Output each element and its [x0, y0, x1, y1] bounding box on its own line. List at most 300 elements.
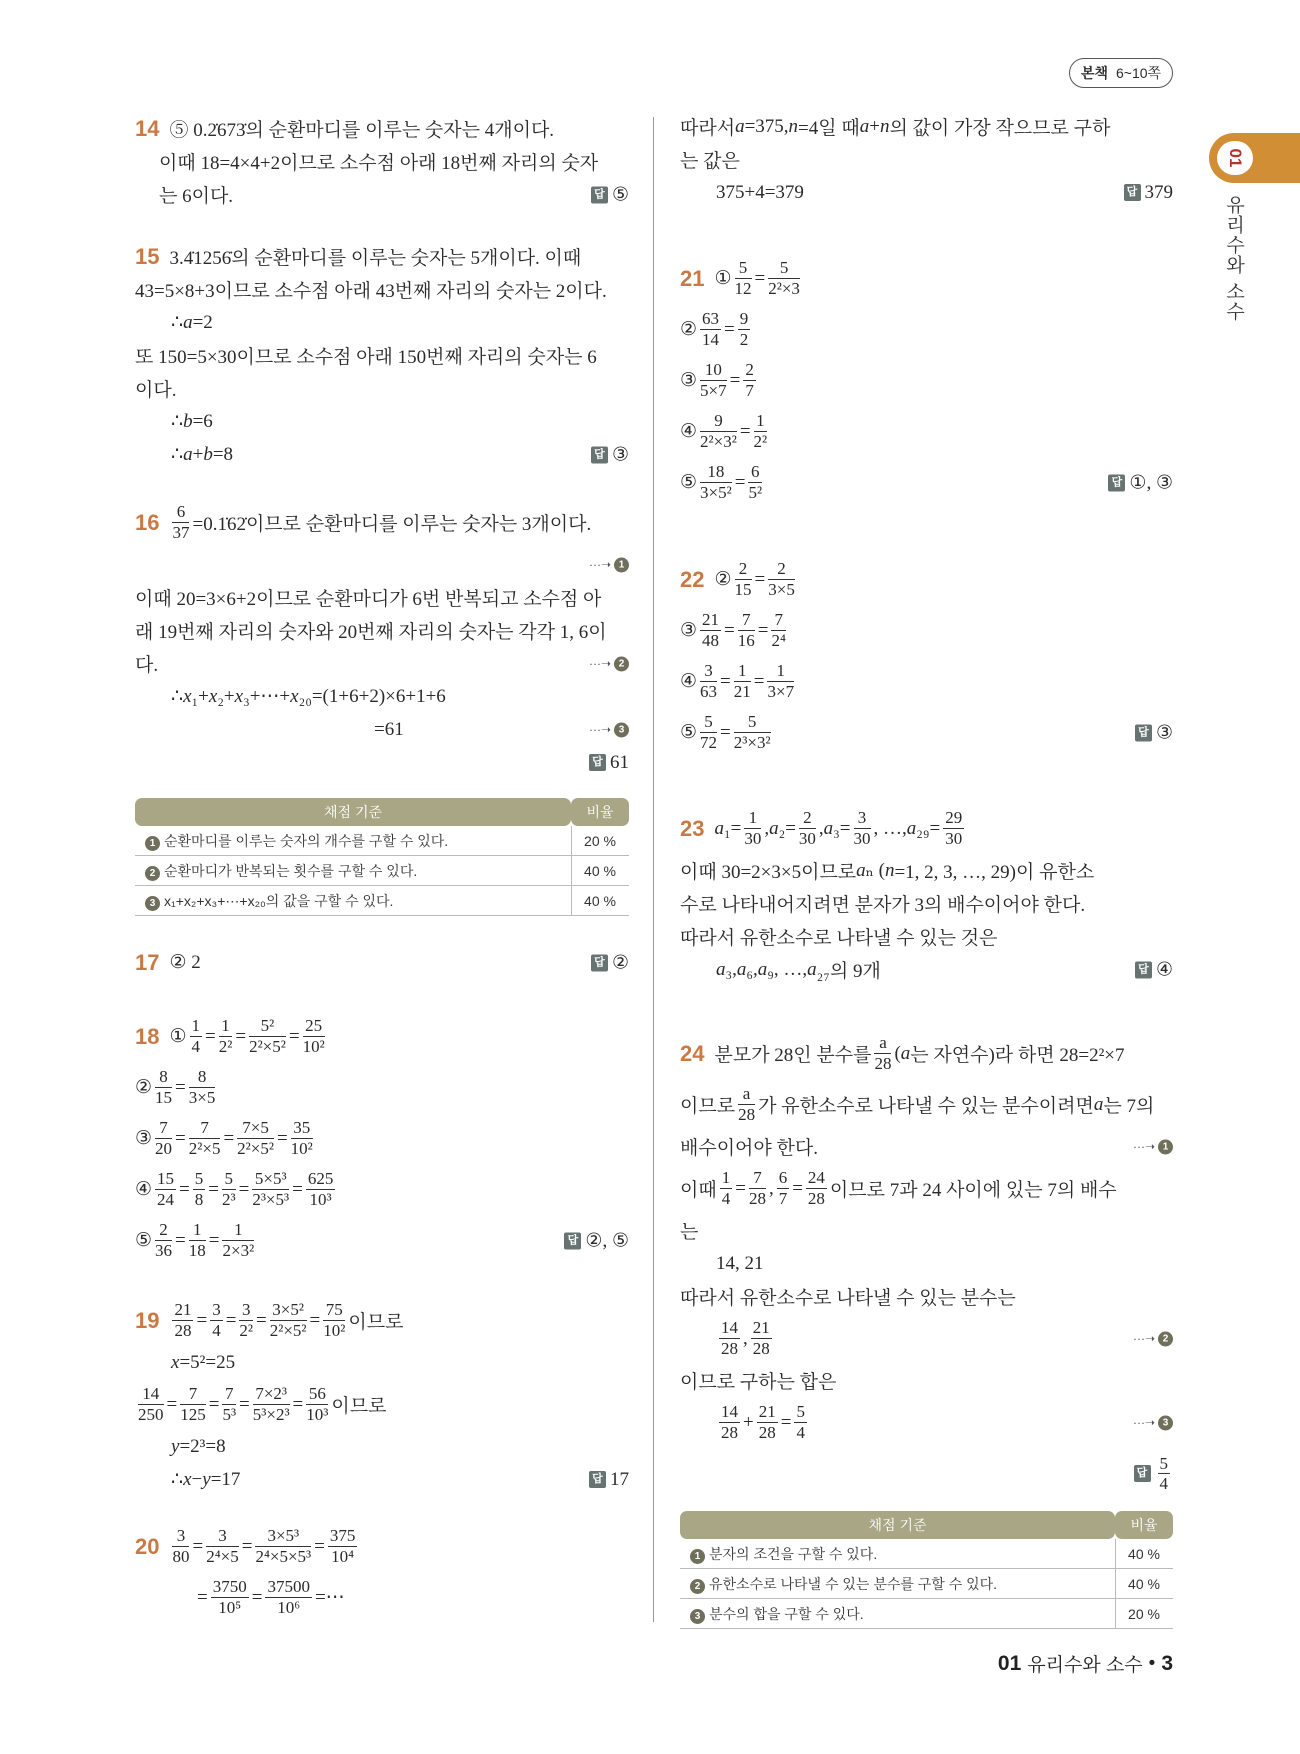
math-text: = — [175, 1229, 186, 1251]
math-text: ①, ③ — [1129, 472, 1173, 493]
math-text: = — [208, 1178, 219, 1200]
variable: n — [788, 115, 799, 137]
variable: b — [203, 443, 213, 465]
solution-line — [135, 581, 629, 614]
math-text: =8 — [212, 443, 234, 465]
variable: x — [234, 685, 244, 707]
math-text: ₆, — [746, 958, 758, 980]
math-text: ₃, — [725, 958, 737, 980]
numerator: 7 — [749, 1168, 766, 1189]
math-text: ② — [714, 569, 732, 590]
badge-label: 본책 — [1080, 65, 1108, 81]
solution-line — [135, 614, 629, 647]
denominator: 10² — [323, 1321, 346, 1340]
denominator: 30 — [744, 829, 762, 848]
criteria-header: 채점 기준 — [135, 798, 571, 826]
answer — [589, 1469, 629, 1491]
solution-line — [680, 1397, 1173, 1448]
step-marker — [1133, 1139, 1173, 1154]
fraction — [748, 462, 762, 502]
math-text: =5²=25 — [179, 1351, 236, 1373]
answer — [591, 443, 629, 466]
numerator: 3×5³ — [255, 1526, 311, 1547]
numerator: 37500 — [267, 1577, 310, 1597]
fraction — [252, 1169, 289, 1209]
math-text: 이때 18=4×4+2이므로 소수점 아래 18번째 자리의 숫자 — [159, 153, 599, 174]
variable: a — [906, 817, 917, 839]
denominator: 4 — [796, 1423, 805, 1442]
numerator: 375 — [329, 1526, 356, 1546]
math-text: , — [768, 1177, 774, 1199]
solution-line — [680, 176, 1173, 209]
math-text: = — [288, 1025, 300, 1047]
numerator: 7 — [738, 610, 755, 631]
math-text: 이때 — [680, 1180, 717, 1201]
problem-number: 19 — [135, 1307, 160, 1333]
problem-17 — [135, 946, 629, 979]
denominator: 2⁴ — [771, 631, 786, 650]
math-text: ④ — [680, 421, 698, 442]
math-text: 가 유한소수로 나타낼 수 있는 분수이려면 — [758, 1096, 1094, 1117]
math-text: ⑤ — [680, 472, 698, 493]
numerator: 14 — [721, 1318, 738, 1338]
numerator: 7 — [155, 1118, 172, 1139]
solution-line — [680, 1028, 1173, 1079]
numerator: 7×2³ — [253, 1384, 290, 1405]
numerator: 2 — [768, 559, 795, 580]
numerator: 5² — [249, 1016, 286, 1037]
denominator: 14 — [702, 330, 720, 349]
criteria-text-cell — [135, 856, 571, 886]
criteria-text: x₁+x₂+x₃+⋯+x₂₀의 값을 구할 수 있다. — [164, 892, 394, 909]
solution-line — [135, 306, 629, 339]
denominator: 28 — [752, 1339, 770, 1358]
math-text: + — [869, 115, 880, 137]
numerator: 24 — [807, 1168, 825, 1188]
math-text: ₂= — [778, 817, 796, 839]
numerator: 1 — [767, 661, 794, 682]
variable: a — [714, 817, 724, 839]
solution-line — [135, 1164, 629, 1215]
numerator: 35 — [291, 1118, 313, 1139]
fraction — [222, 1384, 236, 1424]
math-text: = — [739, 420, 751, 442]
problem-20-continued — [680, 110, 1173, 209]
math-text: ③ — [680, 370, 698, 391]
math-text: 375+4=379 — [716, 181, 804, 203]
fraction — [253, 1384, 290, 1424]
denominator: 15 — [734, 580, 752, 599]
solution-line — [680, 110, 1173, 143]
math-text: ② — [611, 952, 629, 973]
fraction — [255, 1526, 311, 1566]
fraction — [719, 1318, 740, 1358]
variable: a — [183, 443, 193, 465]
solution-line — [135, 112, 629, 145]
criteria-text: 분자의 조건을 구할 수 있다. — [709, 1545, 878, 1562]
solution-line — [135, 438, 629, 471]
step-marker — [1133, 1415, 1173, 1430]
math-text: =0.1̇62̇이므로 순환마디를 이루는 숫자는 3개이다. — [192, 514, 592, 535]
fraction — [806, 1168, 827, 1208]
numerator: 14 — [721, 1402, 738, 1422]
fraction — [700, 309, 721, 349]
math-text: 분모가 28인 분수를 — [714, 1045, 872, 1066]
answer-icon: 답 — [1135, 961, 1152, 978]
denominator: 7 — [778, 1189, 788, 1208]
fraction — [744, 808, 761, 848]
math-text: = — [724, 619, 735, 641]
math-text: =375, — [744, 115, 789, 137]
step-marker — [589, 656, 629, 671]
math-text: ④ — [135, 1179, 153, 1200]
solution-line — [680, 854, 1173, 887]
math-text: ⑤ 0.2̇673̇의 순환마디를 이루는 숫자는 4개이다. — [169, 120, 555, 141]
numerator: 7 — [222, 1384, 236, 1405]
solution-line — [680, 1163, 1173, 1214]
variable: a — [856, 859, 866, 881]
numerator: 5 — [796, 1402, 805, 1422]
math-text: 이때 20=3×6+2이므로 순환마디가 6번 반복되고 소수점 아 — [135, 589, 602, 610]
answer — [1134, 1453, 1174, 1493]
denominator: 12 — [734, 279, 752, 298]
solution-line — [135, 497, 629, 548]
problem-18 — [135, 1011, 629, 1266]
math-text: ① — [714, 268, 732, 289]
solution-line — [680, 920, 1173, 953]
variable: a — [807, 958, 817, 980]
arrow-icon: ···➝ — [588, 656, 611, 671]
criteria-ratio: 40 % — [571, 856, 629, 886]
math-text: =2 — [192, 311, 213, 333]
math-text: 래 19번째 자리의 숫자와 20번째 자리의 숫자는 각각 1, 6이 — [135, 622, 607, 643]
variable: a — [769, 817, 779, 839]
step-number-icon: 1 — [690, 1549, 705, 1564]
math-text: = — [208, 1229, 220, 1251]
numerator: 5×5³ — [252, 1169, 289, 1190]
answer-icon: 답 — [591, 446, 608, 463]
numerator: 10 — [700, 360, 727, 381]
numerator: 63 — [702, 309, 720, 329]
math-text: 는 자연수)라 하면 28=2²×7 — [910, 1045, 1125, 1066]
variable: a — [183, 311, 193, 333]
numerator: 1 — [734, 661, 751, 682]
math-text: , — [764, 817, 770, 839]
fraction — [700, 712, 717, 752]
denominator: 30 — [945, 829, 963, 848]
math-text: ⑤ — [611, 184, 629, 205]
answer-icon: 답 — [1134, 1465, 1151, 1482]
fraction — [874, 1033, 891, 1073]
variable: x — [290, 685, 299, 707]
scoring-criteria-table-24 — [680, 1511, 1173, 1629]
numerator: 7 — [189, 1118, 221, 1139]
fraction — [735, 559, 752, 599]
problem-19 — [135, 1295, 629, 1496]
answer-icon: 답 — [591, 186, 608, 203]
answer-icon: 답 — [1124, 184, 1141, 201]
denominator: 3×5 — [188, 1088, 216, 1107]
step-marker — [589, 722, 629, 737]
math-text: = — [720, 670, 731, 692]
denominator: 2×3² — [222, 1241, 255, 1260]
step-number-icon: 3 — [1158, 1415, 1173, 1430]
step-marker — [589, 557, 629, 572]
math-text: 17 — [610, 1468, 629, 1490]
solution-line — [135, 240, 629, 273]
solution-line — [680, 707, 1173, 758]
solution-line — [680, 1214, 1173, 1247]
fraction — [719, 1402, 740, 1442]
math-text: = — [754, 267, 766, 289]
numerator: 6 — [778, 1168, 788, 1188]
solution-line — [680, 355, 1173, 406]
solution-line — [680, 605, 1173, 656]
numerator: 6 — [748, 462, 762, 483]
math-text: =4일 때 — [798, 118, 860, 139]
denominator: 28 — [807, 1189, 825, 1208]
problem-14 — [135, 112, 629, 211]
fraction — [768, 258, 800, 298]
denominator: 2²×5² — [249, 1037, 286, 1056]
ratio-header: 비율 — [571, 798, 629, 826]
fraction — [328, 1526, 358, 1566]
problem-number: 14 — [135, 115, 160, 141]
criteria-text-cell — [680, 1569, 1115, 1599]
fraction — [189, 1067, 216, 1107]
problem-20 — [135, 1521, 629, 1623]
step-number-icon: 1 — [614, 557, 629, 572]
math-text: = — [197, 1586, 208, 1608]
math-text: = — [235, 1025, 247, 1047]
chapter-tab[interactable] — [1209, 133, 1300, 183]
solution-line — [680, 1079, 1173, 1130]
math-text: ① — [169, 1026, 187, 1047]
denominator: 15 — [155, 1088, 173, 1107]
math-text: 는 값은 — [680, 151, 740, 172]
problem-number: 24 — [680, 1040, 705, 1066]
scoring-criteria-table-16 — [135, 798, 629, 916]
denominator: 4 — [721, 1189, 731, 1208]
math-text: ₂₇의 9개 — [816, 961, 881, 982]
numerator: 1 — [222, 1220, 254, 1241]
math-text: ∴ — [171, 686, 184, 707]
solution-line — [135, 178, 629, 211]
variable: a — [859, 115, 870, 137]
fraction — [222, 1220, 254, 1260]
fraction — [700, 462, 732, 502]
denominator: 3×5 — [768, 580, 795, 599]
variable: x — [171, 1351, 180, 1373]
fraction — [210, 1300, 223, 1340]
math-text: + — [192, 443, 204, 465]
step-marker — [589, 722, 629, 737]
denominator: 10⁴ — [331, 1547, 355, 1566]
denominator: 28 — [721, 1339, 738, 1358]
math-text: 이므로 — [680, 1096, 736, 1117]
solution-line — [680, 1130, 1173, 1163]
fraction — [738, 1084, 755, 1124]
math-text: ③ — [611, 444, 629, 465]
fraction — [735, 258, 752, 298]
answer-icon: 답 — [564, 1232, 581, 1249]
criteria-ratio: 40 % — [1115, 1569, 1173, 1599]
fraction — [306, 1384, 328, 1424]
math-text: 는 7의 — [1103, 1096, 1155, 1117]
fraction — [190, 1016, 203, 1056]
solution-line — [135, 372, 629, 405]
numerator: 18 — [700, 462, 732, 483]
math-text: = — [256, 1309, 267, 1331]
footer-chapter-number: 01 — [997, 1651, 1022, 1675]
denominator: 21 — [733, 682, 751, 701]
math-text: , …, — [873, 817, 907, 839]
math-text: 3.4̇1256̇의 순환마디를 이루는 숫자는 5개이다. 이때 — [169, 248, 582, 269]
answer — [1135, 958, 1173, 981]
denominator: 10³ — [306, 1405, 329, 1424]
problem-22 — [680, 554, 1173, 758]
problem-number: 21 — [680, 265, 705, 291]
numerator: 1 — [744, 808, 761, 829]
math-text: = — [208, 1393, 220, 1415]
fraction — [854, 808, 871, 848]
math-text: 이므로 — [348, 1312, 404, 1333]
numerator: 29 — [945, 808, 963, 828]
math-text: 또 150=5×30이므로 소수점 아래 150번째 자리의 숫자는 6 — [135, 347, 597, 368]
fraction — [189, 1118, 221, 1158]
numerator: 9 — [739, 309, 749, 329]
solution-line — [135, 1379, 629, 1430]
arrow-icon: ···➝ — [588, 722, 611, 737]
denominator: 3×7 — [767, 682, 795, 701]
denominator: 16 — [737, 631, 755, 650]
math-text: ₃+⋯+ — [243, 686, 291, 707]
math-text: =17 — [210, 1468, 241, 1490]
numerator: 5 — [734, 712, 771, 733]
denominator: 2²×3² — [700, 432, 737, 451]
solution-line — [135, 1463, 629, 1496]
footer-chapter-title: 유리수와 소수 — [1027, 1655, 1143, 1676]
step-marker — [1133, 1139, 1173, 1154]
math-text: = — [720, 721, 731, 743]
numerator: a — [738, 1084, 755, 1105]
fraction — [249, 1016, 286, 1056]
denominator: 4 — [1159, 1474, 1168, 1493]
numerator: 21 — [758, 1402, 776, 1422]
solution-line — [680, 803, 1173, 854]
math-text: ₙ ( — [865, 860, 885, 881]
variable: a — [735, 115, 745, 137]
step-marker — [1133, 1331, 1173, 1346]
criteria-text-cell — [135, 826, 571, 856]
math-text: , — [743, 1327, 748, 1349]
denominator: 2²×3 — [768, 279, 800, 298]
fraction — [734, 712, 771, 752]
criteria-ratio: 40 % — [571, 886, 629, 916]
fraction — [155, 1067, 172, 1107]
criteria-row — [135, 856, 629, 886]
solution-line — [680, 656, 1173, 707]
answer-icon: 답 — [1135, 724, 1152, 741]
variable: a — [1093, 1093, 1104, 1115]
math-text: ② — [680, 319, 698, 340]
numerator: 56 — [306, 1384, 328, 1405]
problem-15 — [135, 240, 629, 471]
math-text: ② — [135, 1077, 153, 1098]
solution-line — [135, 1346, 629, 1379]
solution-line — [680, 953, 1173, 986]
denominator: 2² — [239, 1321, 254, 1340]
chapter-title-vertical: 유리수와 소수 — [1223, 195, 1244, 322]
fraction — [219, 1016, 233, 1056]
criteria-ratio: 40 % — [1115, 1539, 1173, 1569]
step-marker — [589, 656, 629, 671]
answer-icon: 답 — [591, 954, 608, 971]
fraction — [155, 1169, 176, 1209]
solution-line — [680, 1247, 1173, 1280]
solution-line — [135, 1011, 629, 1062]
numerator: 7×5 — [237, 1118, 274, 1139]
math-text: ②, ⑤ — [585, 1230, 629, 1251]
math-text: = — [292, 1178, 303, 1200]
criteria-ratio: 20 % — [1115, 1599, 1173, 1629]
fraction — [943, 808, 964, 848]
variable: a — [736, 958, 747, 980]
math-text: ₃= — [833, 817, 851, 839]
answer — [591, 183, 629, 206]
numerator: 3 — [212, 1300, 221, 1320]
textbook-pages-badge — [1069, 58, 1173, 88]
problem-16 — [135, 497, 629, 779]
denominator: 28 — [758, 1423, 776, 1442]
denominator: 10² — [302, 1037, 325, 1056]
math-text: 이때 30=2×3×5이므로 — [680, 862, 857, 883]
footer-bullet: • — [1148, 1652, 1156, 1674]
numerator: 15 — [157, 1169, 175, 1189]
denominator: 125 — [180, 1405, 206, 1424]
math-text: 14, 21 — [716, 1252, 764, 1274]
chapter-number: 01 — [1217, 141, 1253, 175]
solution-line — [680, 253, 1173, 304]
variable: a — [716, 958, 726, 980]
math-text: = — [179, 1178, 190, 1200]
solution-line — [135, 1215, 629, 1266]
math-text: 61 — [610, 751, 629, 773]
denominator: 63 — [700, 682, 718, 701]
criteria-text: 순환마디가 반복되는 횟수를 구할 수 있다. — [164, 862, 418, 879]
numerator: 75 — [323, 1300, 345, 1321]
math-text: = — [729, 369, 741, 391]
solution-line — [135, 339, 629, 372]
solution-line — [680, 457, 1173, 508]
numerator: 1 — [754, 411, 768, 432]
numerator: 7 — [771, 610, 785, 631]
fraction — [738, 309, 751, 349]
solution-line — [680, 554, 1173, 605]
criteria-text-cell — [680, 1539, 1115, 1569]
math-text: = — [734, 471, 746, 493]
denominator: 2⁴×5×5³ — [255, 1547, 312, 1566]
answer — [589, 752, 629, 774]
problem-number: 23 — [680, 815, 705, 841]
numerator: 3×5² — [270, 1300, 307, 1321]
fraction — [270, 1300, 307, 1340]
problem-number: 18 — [135, 1023, 160, 1049]
numerator: 3 — [700, 661, 717, 682]
numerator: 3 — [206, 1526, 239, 1547]
criteria-row — [680, 1599, 1173, 1629]
step-number-icon: 2 — [690, 1579, 705, 1594]
